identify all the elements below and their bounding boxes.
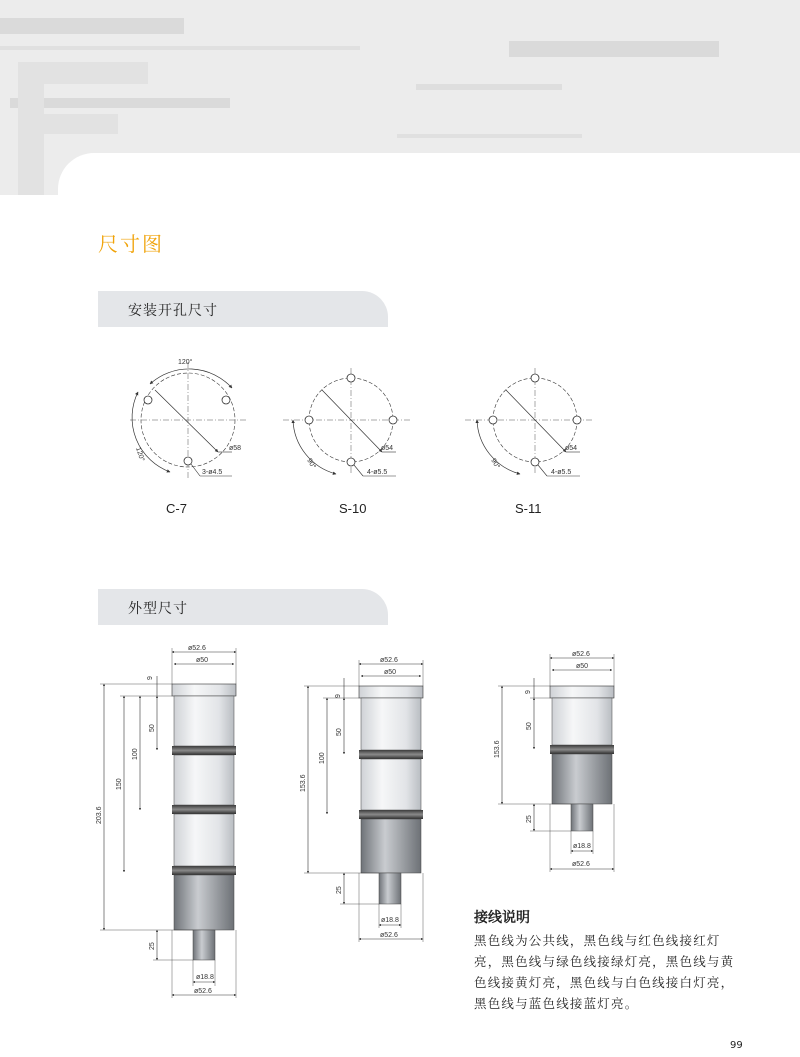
page-title: 尺寸图 <box>98 232 164 256</box>
wiring-line: 亮，黑色线与绿色线接绿灯亮，黑色线与黄 <box>474 954 735 969</box>
section-mounting-title: 安装开孔尺寸 <box>128 303 218 319</box>
d3-dim-25: 25 <box>526 815 533 823</box>
d3-top-inner: ø50 <box>576 663 589 670</box>
header-deco-bar <box>509 41 719 57</box>
d3-dim-total: 153.6 <box>494 740 501 758</box>
s10-holes: 4-ø5.5 <box>367 469 388 476</box>
d1-dim-50: 50 <box>149 724 156 732</box>
diagram-c7 <box>130 358 246 478</box>
c7-diameter: ø58 <box>229 445 242 452</box>
outline-drawing-1 <box>96 645 236 998</box>
wiring-line: 黑色线与蓝色线接蓝灯亮。 <box>474 996 639 1011</box>
section-mounting-header <box>98 291 388 327</box>
s11-angle: 90° <box>489 457 501 471</box>
header-deco-bar <box>416 84 562 90</box>
page-number: 99 <box>730 1040 743 1051</box>
diagram-label-s11: S-11 <box>515 501 542 516</box>
d2-dim-25: 25 <box>336 886 343 894</box>
c7-holes: 3-ø4.5 <box>202 469 223 476</box>
s10-angle: 90° <box>305 457 317 471</box>
s11-diameter: ø54 <box>565 445 578 452</box>
diagram-s10 <box>283 368 410 476</box>
d3-shaft: ø18.8 <box>573 843 591 850</box>
d1-dim-9: 9 <box>147 676 154 680</box>
d1-dim-100: 100 <box>132 748 139 760</box>
d3-dim-50: 50 <box>526 722 533 730</box>
d2-dim-100: 100 <box>319 752 326 764</box>
d2-dim-total: 153.6 <box>300 774 307 792</box>
d2-shaft: ø18.8 <box>381 917 399 924</box>
wiring-text <box>474 930 764 1014</box>
diagram-label-s10: S-10 <box>339 501 367 516</box>
c7-angle-side: 120° <box>134 446 146 463</box>
d2-dim-9: 9 <box>335 694 342 698</box>
wiring-title: 接线说明 <box>474 910 530 926</box>
d2-top-inner: ø50 <box>384 669 397 676</box>
header-deco-bar <box>0 18 184 34</box>
s11-holes: 4-ø5.5 <box>551 469 572 476</box>
diagram-label-c7: C-7 <box>166 501 187 516</box>
section-outline-header <box>98 589 388 625</box>
d1-dim-150: 150 <box>116 778 123 790</box>
wiring-line: 黑色线为公共线，黑色线与红色线接红灯 <box>474 933 721 948</box>
outline-drawing-3 <box>494 651 614 872</box>
d3-dim-9: 9 <box>525 690 532 694</box>
d3-base: ø52.6 <box>572 861 590 868</box>
d1-dim-25: 25 <box>149 942 156 950</box>
diagram-s11 <box>465 368 594 476</box>
header-deco-bar <box>397 134 582 138</box>
d1-shaft: ø18.8 <box>196 974 214 981</box>
d1-base: ø52.6 <box>194 988 212 995</box>
outline-drawing-2 <box>300 657 423 942</box>
d1-top-outer: ø52.6 <box>188 645 206 652</box>
wiring-line: 色线接黄灯亮，黑色线与白色线接白灯亮， <box>474 975 735 990</box>
d1-top-inner: ø50 <box>196 657 209 664</box>
d2-dim-50: 50 <box>336 728 343 736</box>
c7-angle-top: 120° <box>178 359 193 366</box>
section-outline-title: 外型尺寸 <box>128 601 188 617</box>
s10-diameter: ø54 <box>381 445 394 452</box>
d2-base: ø52.6 <box>380 932 398 939</box>
mounting-diagrams <box>0 340 800 510</box>
d2-top-outer: ø52.6 <box>380 657 398 664</box>
d3-top-outer: ø52.6 <box>572 651 590 658</box>
header-deco-bar <box>0 46 360 50</box>
d1-dim-total: 203.6 <box>96 806 103 824</box>
